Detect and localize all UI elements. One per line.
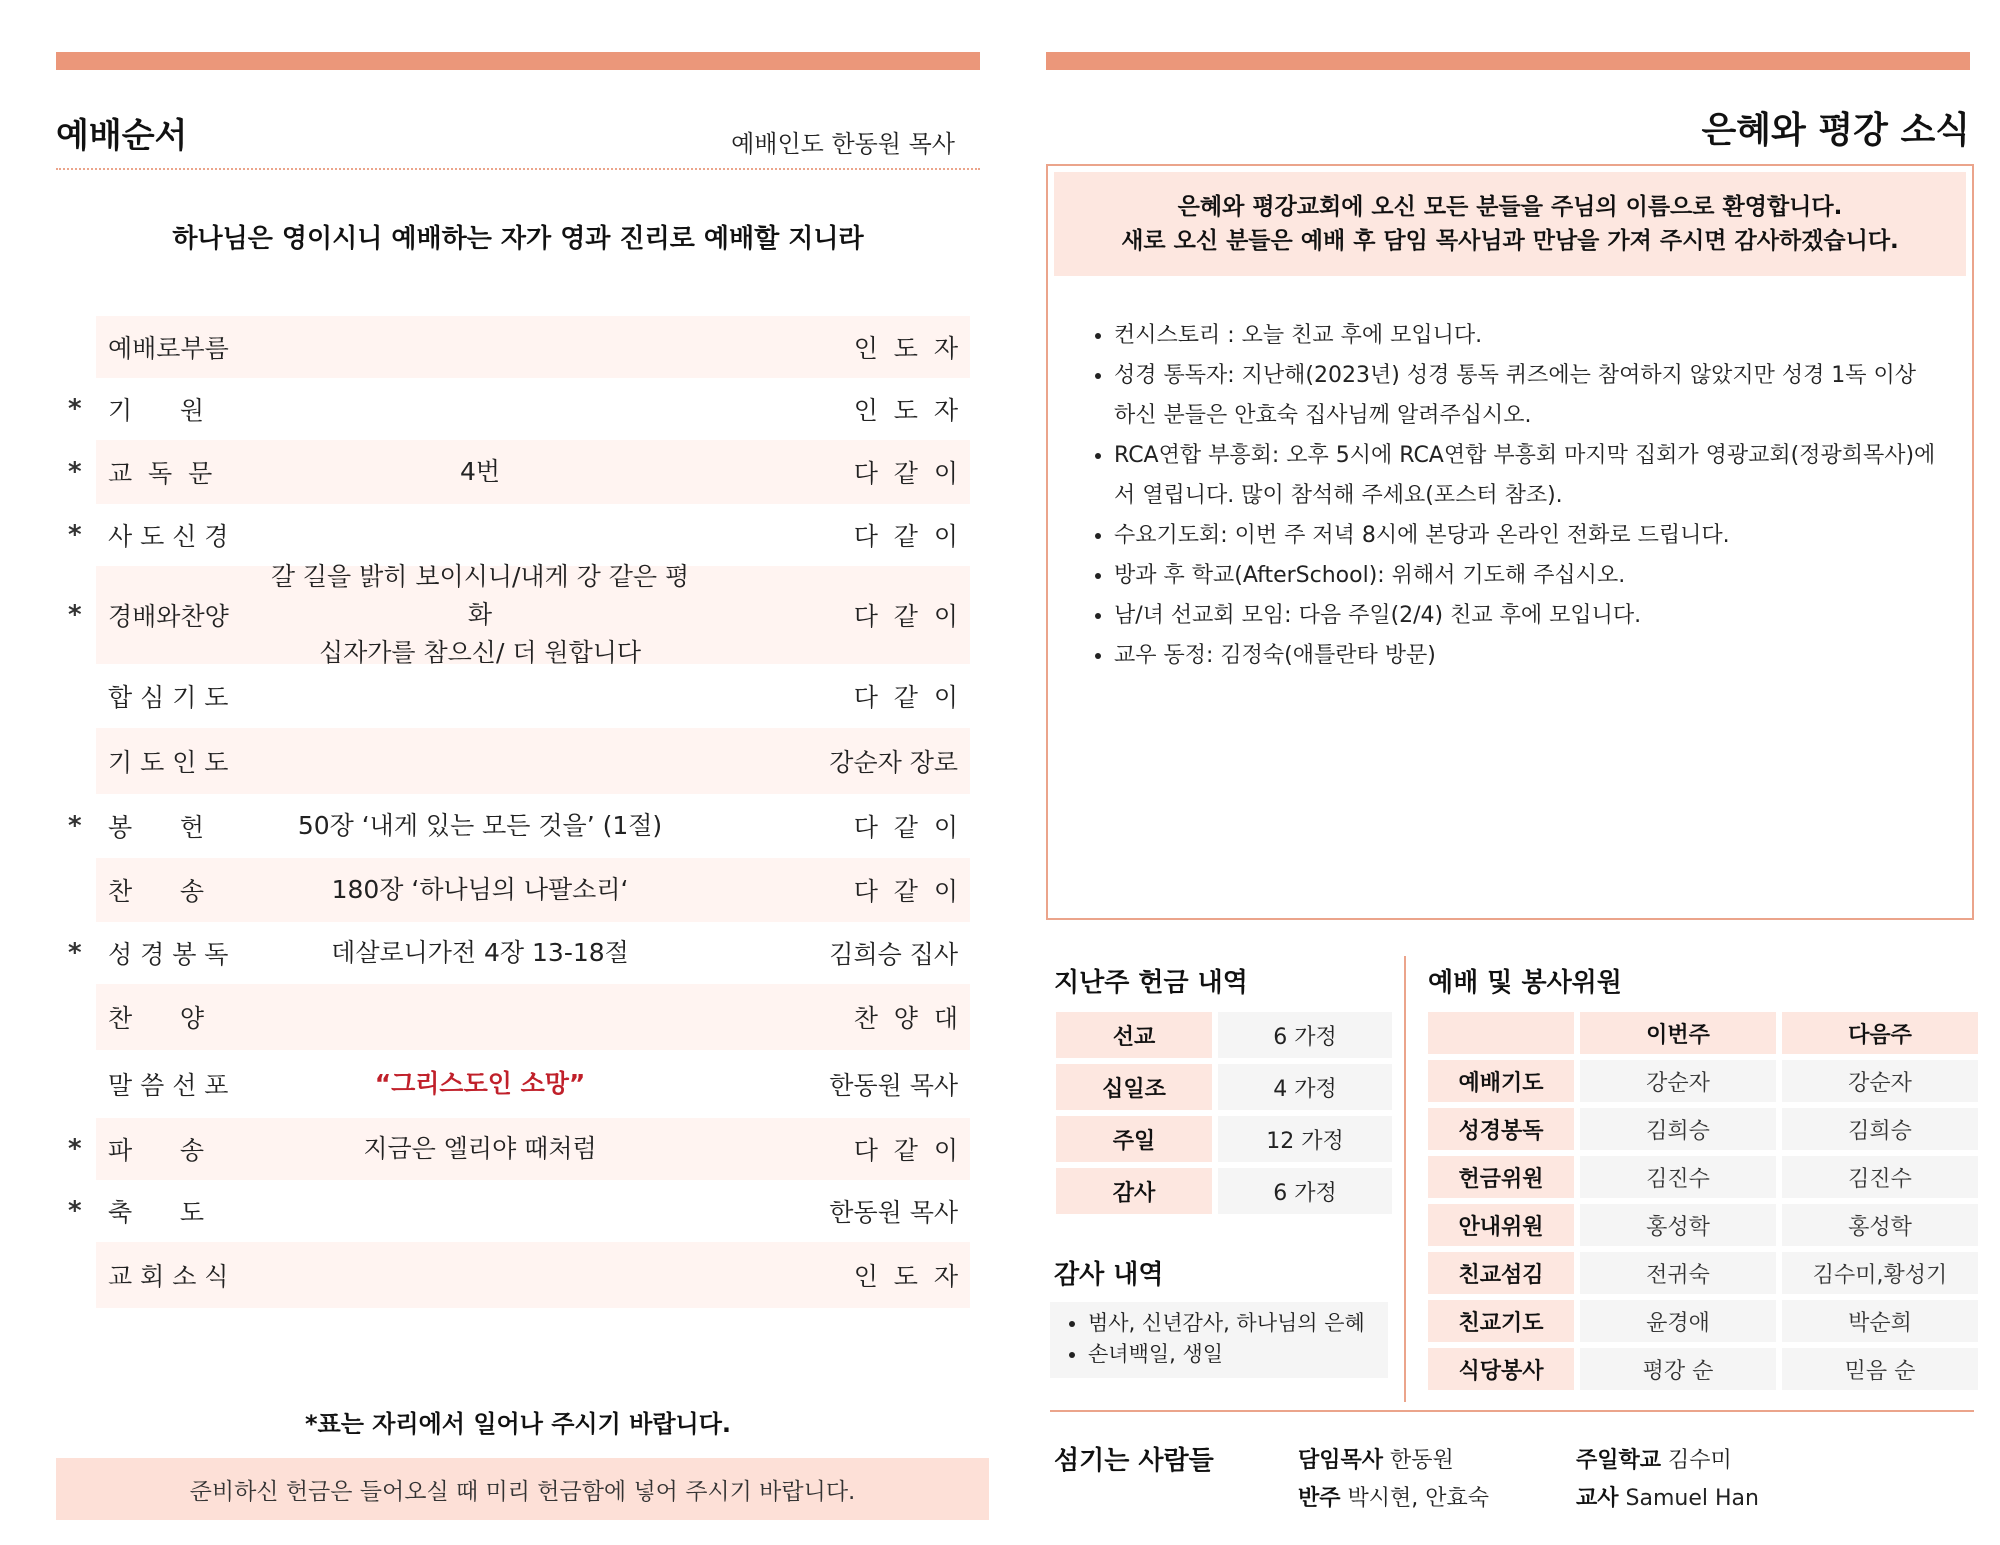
staff-role: 주일학교 bbox=[1576, 1448, 1662, 1473]
order-item-name: 찬 송 bbox=[108, 877, 204, 906]
stand-marker: * bbox=[68, 457, 82, 487]
order-row bbox=[60, 1050, 970, 1118]
dotted-divider bbox=[56, 168, 980, 170]
table-row bbox=[1428, 1300, 1978, 1342]
staff-name: 김수미 bbox=[1668, 1448, 1732, 1473]
order-item-name: 파 송 bbox=[108, 1136, 204, 1165]
offering-value: 6 가정 bbox=[1218, 1168, 1392, 1214]
table-row bbox=[1428, 1348, 1978, 1390]
service-this-week: 평강 순 bbox=[1580, 1348, 1776, 1390]
order-row bbox=[60, 984, 970, 1050]
table-row bbox=[1428, 1204, 1978, 1246]
news-title: 은혜와 평강 소식 bbox=[1701, 110, 1970, 151]
order-item-name: 성 경 봉 독 bbox=[108, 940, 229, 969]
welcome-line-2: 새로 오신 분들은 예배 후 담임 목사님과 만남을 가져 주시면 감사하겠습니다. bbox=[1121, 228, 1899, 254]
service-role: 성경봉독 bbox=[1428, 1108, 1574, 1150]
offering-table bbox=[1050, 1006, 1398, 1220]
offering-value: 6 가정 bbox=[1218, 1012, 1392, 1058]
offering-value: 12 가정 bbox=[1218, 1116, 1392, 1162]
staff-teacher bbox=[1576, 1481, 1759, 1512]
order-item-name: 기 도 인 도 bbox=[108, 748, 229, 777]
order-row bbox=[60, 1180, 970, 1242]
news-item: • 컨시스토리 : 오늘 친교 후에 모입니다. bbox=[1114, 316, 1942, 356]
order-row bbox=[60, 922, 970, 984]
order-item-leader: 한동원 목사 bbox=[829, 1071, 958, 1100]
order-item-leader: 다 같 이 bbox=[853, 1136, 958, 1165]
stand-marker: * bbox=[68, 938, 82, 968]
order-item-leader: 한동원 목사 bbox=[829, 1198, 958, 1227]
staff-name: 박시현, 안효숙 bbox=[1347, 1486, 1490, 1511]
service-this-week: 강순자 bbox=[1580, 1060, 1776, 1102]
table-row bbox=[1056, 1116, 1392, 1162]
column-header: 다음주 bbox=[1782, 1012, 1978, 1054]
column-header: 이번주 bbox=[1580, 1012, 1776, 1054]
order-item-name: 봉 헌 bbox=[108, 813, 204, 842]
order-row bbox=[60, 794, 970, 858]
order-row bbox=[60, 1118, 970, 1180]
table-row bbox=[1428, 1108, 1978, 1150]
order-row bbox=[60, 1242, 970, 1308]
order-item-content: 180장 ‘하나님의 나팔소리‘ bbox=[331, 875, 629, 904]
news-item: • RCA연합 부흥회: 오후 5시에 RCA연합 부흥회 마지막 집회가 영광교회(정광희목사)에서 열립니다. 많이 참석해 주세요(포스터 참조). bbox=[1114, 436, 1942, 516]
order-item-content: 50장 ‘내게 있는 모든 것을’ (1절) bbox=[297, 811, 663, 840]
stand-note: *표는 자리에서 일어나 주시기 바랍니다. bbox=[304, 1410, 732, 1438]
welcome-banner bbox=[1054, 172, 1966, 276]
order-item-leader: 강순자 장로 bbox=[829, 748, 958, 777]
order-row bbox=[60, 858, 970, 922]
news-item: • 교우 동정: 김정숙(애틀란타 방문) bbox=[1114, 636, 1942, 676]
order-item-content: “그리스도인 소망” bbox=[374, 1069, 586, 1098]
order-item-leader: 찬 양 대 bbox=[853, 1004, 958, 1033]
vertical-divider bbox=[1404, 956, 1406, 1402]
offering-label: 주일 bbox=[1056, 1116, 1212, 1162]
worship-order-list bbox=[60, 316, 970, 1308]
order-item-leader: 인 도 자 bbox=[853, 1262, 958, 1291]
service-role: 식당봉사 bbox=[1428, 1348, 1574, 1390]
order-item-name: 축 도 bbox=[108, 1198, 204, 1227]
order-item-name: 경배와찬양 bbox=[108, 602, 229, 631]
staff-accompanist bbox=[1298, 1481, 1489, 1512]
order-row bbox=[60, 504, 970, 566]
table-row bbox=[1056, 1168, 1392, 1214]
order-item-content: 4번 bbox=[459, 457, 501, 486]
order-item-name: 합 심 기 도 bbox=[108, 683, 229, 712]
service-this-week: 김희승 bbox=[1580, 1108, 1776, 1150]
staff-sunday-school bbox=[1576, 1443, 1732, 1474]
order-row bbox=[60, 316, 970, 378]
service-table bbox=[1422, 1006, 1984, 1396]
thanks-item: • 손녀백일, 생일 bbox=[1088, 1339, 1388, 1370]
order-item-name: 사 도 신 경 bbox=[108, 522, 229, 551]
news-box bbox=[1046, 164, 1974, 920]
service-next-week: 강순자 bbox=[1782, 1060, 1978, 1102]
order-row bbox=[60, 728, 970, 794]
order-row bbox=[60, 440, 970, 504]
table-row bbox=[1056, 1064, 1392, 1110]
order-item-leader: 다 같 이 bbox=[853, 602, 958, 631]
service-this-week: 윤경애 bbox=[1580, 1300, 1776, 1342]
thanks-item: • 범사, 신년감사, 하나님의 은혜 bbox=[1088, 1308, 1388, 1339]
accent-bar-left bbox=[56, 52, 980, 70]
order-item-content: 갈 길을 밝히 보이시니/내게 강 같은 평화 십자가를 참으신/ 더 원합니다 bbox=[270, 562, 690, 667]
order-item-name: 말 씀 선 포 bbox=[108, 1071, 229, 1100]
staff-role: 반주 bbox=[1298, 1486, 1341, 1511]
table-header-row bbox=[1428, 1012, 1978, 1054]
service-role: 안내위원 bbox=[1428, 1204, 1574, 1246]
service-next-week: 김희승 bbox=[1782, 1108, 1978, 1150]
order-row bbox=[60, 378, 970, 440]
staff-pastor bbox=[1298, 1443, 1454, 1474]
service-role: 친교기도 bbox=[1428, 1300, 1574, 1342]
news-item: • 방과 후 학교(AfterSchool): 위해서 기도해 주십시오. bbox=[1114, 556, 1942, 596]
order-item-leader: 다 같 이 bbox=[853, 877, 958, 906]
offering-label: 십일조 bbox=[1056, 1064, 1212, 1110]
order-item-name: 예배로부름 bbox=[108, 334, 229, 363]
table-row bbox=[1428, 1156, 1978, 1198]
order-item-name: 찬 양 bbox=[108, 1004, 204, 1033]
welcome-line-1: 은혜와 평강교회에 오신 모든 분들을 주님의 이름으로 환영합니다. bbox=[1177, 194, 1843, 220]
stand-marker: * bbox=[68, 520, 82, 550]
order-item-leader: 다 같 이 bbox=[853, 522, 958, 551]
order-item-name: 교 회 소 식 bbox=[108, 1262, 229, 1291]
order-item-leader: 다 같 이 bbox=[853, 459, 958, 488]
horizontal-divider bbox=[1050, 1410, 1974, 1412]
staff-name: Samuel Han bbox=[1625, 1486, 1759, 1511]
worship-leader: 예배인도 한동원 목사 bbox=[731, 130, 955, 158]
news-item: • 성경 통독자: 지난해(2023년) 성경 통독 퀴즈에는 참여하지 않았지만 성경 1독 이상 하신 분들은 안효숙 집사님께 알려주십시오. bbox=[1114, 356, 1942, 436]
order-row bbox=[60, 562, 970, 667]
news-list bbox=[1078, 316, 1942, 676]
table-row bbox=[1056, 1012, 1392, 1058]
service-this-week: 전귀숙 bbox=[1580, 1252, 1776, 1294]
staff-role: 교사 bbox=[1576, 1486, 1619, 1511]
order-item-leader: 김희승 집사 bbox=[829, 940, 958, 969]
service-role: 헌금위원 bbox=[1428, 1156, 1574, 1198]
stand-marker: * bbox=[68, 1134, 82, 1164]
service-next-week: 믿음 순 bbox=[1782, 1348, 1978, 1390]
order-item-leader: 다 같 이 bbox=[853, 813, 958, 842]
table-row bbox=[1428, 1060, 1978, 1102]
news-item: • 수요기도회: 이번 주 저녁 8시에 본당과 온라인 전화로 드립니다. bbox=[1114, 516, 1942, 556]
staff-title: 섬기는 사람들 bbox=[1054, 1446, 1214, 1476]
service-next-week: 박순희 bbox=[1782, 1300, 1978, 1342]
order-item-name: 교 독 문 bbox=[108, 459, 213, 488]
service-next-week: 홍성학 bbox=[1782, 1204, 1978, 1246]
order-item-leader: 다 같 이 bbox=[853, 683, 958, 712]
order-item-content: 지금은 엘리야 때처럼 bbox=[363, 1134, 597, 1163]
thanks-title: 감사 내역 bbox=[1054, 1260, 1164, 1290]
service-next-week: 김수미,황성기 bbox=[1782, 1252, 1978, 1294]
service-next-week: 김진수 bbox=[1782, 1156, 1978, 1198]
news-item: • 남/녀 선교회 모임: 다음 주일(2/4) 친교 후에 모입니다. bbox=[1114, 596, 1942, 636]
stand-marker: * bbox=[68, 394, 82, 424]
service-role: 예배기도 bbox=[1428, 1060, 1574, 1102]
offering-note: 준비하신 헌금은 들어오실 때 미리 헌금함에 넣어 주시기 바랍니다. bbox=[56, 1458, 989, 1520]
column-header bbox=[1428, 1012, 1574, 1054]
order-item-content: 데살로니가전 4장 13-18절 bbox=[331, 938, 629, 967]
stand-marker: * bbox=[68, 1196, 82, 1226]
service-this-week: 김진수 bbox=[1580, 1156, 1776, 1198]
staff-role: 담임목사 bbox=[1298, 1448, 1384, 1473]
staff-name: 한동원 bbox=[1390, 1448, 1454, 1473]
thanks-box bbox=[1050, 1302, 1388, 1378]
offering-label: 감사 bbox=[1056, 1168, 1212, 1214]
order-item-leader: 인 도 자 bbox=[853, 396, 958, 425]
order-item-name: 기 원 bbox=[108, 396, 204, 425]
offering-label: 선교 bbox=[1056, 1012, 1212, 1058]
accent-bar-right bbox=[1046, 52, 1970, 70]
offering-title: 지난주 헌금 내역 bbox=[1054, 968, 1248, 998]
order-item-leader: 인 도 자 bbox=[853, 334, 958, 363]
service-title: 예배 및 봉사위원 bbox=[1428, 968, 1622, 998]
stand-marker: * bbox=[68, 811, 82, 841]
table-row bbox=[1428, 1252, 1978, 1294]
row-shade bbox=[96, 984, 970, 1050]
scripture-verse: 하나님은 영이시니 예배하는 자가 영과 진리로 예배할 지니라 bbox=[172, 224, 864, 254]
service-role: 친교섬김 bbox=[1428, 1252, 1574, 1294]
service-this-week: 홍성학 bbox=[1580, 1204, 1776, 1246]
worship-order-title: 예배순서 bbox=[56, 116, 188, 156]
offering-value: 4 가정 bbox=[1218, 1064, 1392, 1110]
order-row bbox=[60, 664, 970, 728]
row-shade bbox=[96, 378, 970, 440]
stand-marker: * bbox=[68, 600, 82, 630]
